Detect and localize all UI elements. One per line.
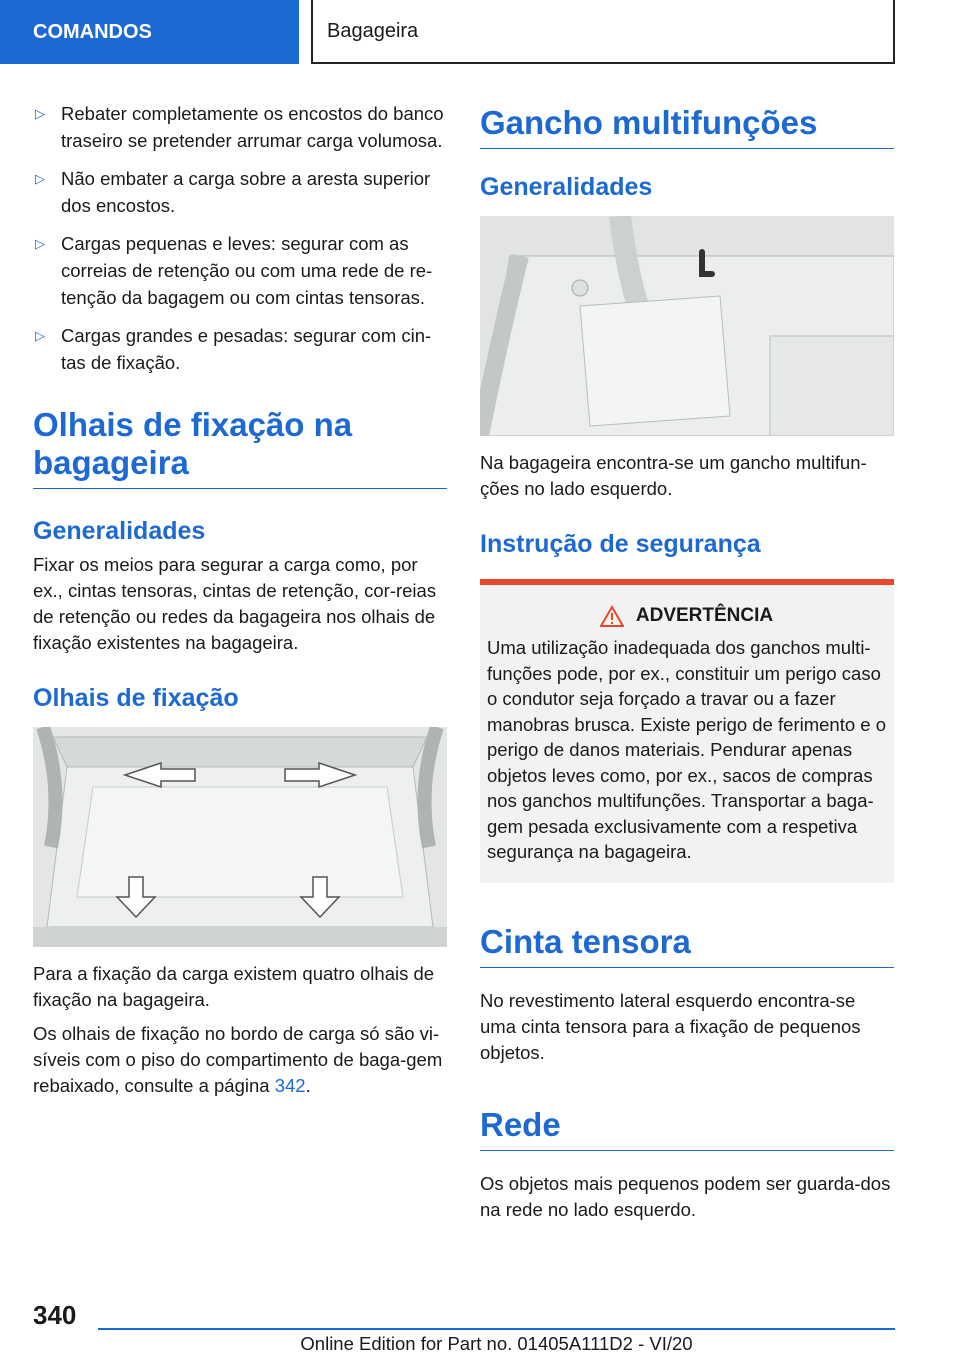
page-link-342[interactable]: 342 — [274, 1075, 306, 1096]
rede-text: Os objetos mais pequenos podem ser guarda-dos na rede no lado esquerdo. — [480, 1172, 891, 1220]
subheading-generalidades-gancho: Generalidades — [480, 173, 653, 201]
generalidades-text: Fixar os meios para segurar a carga como, por ex., cintas tensoras, cintas de retenção, cor-reias de retenção ou redes da bagageira nos olhais de fixação existentes na bagageira. — [33, 554, 437, 653]
left-column — [33, 100, 447, 1099]
heading-olhais: Olhais de fixação na bagageira — [33, 406, 447, 489]
paragraph-quatro-olhais: Para a fixação da carga existem quatro olhais de fixação na bagageira. — [33, 963, 435, 1010]
heading-gancho: Gancho multifunções — [480, 104, 894, 149]
triangle-bullet-icon: ▷ — [35, 328, 45, 343]
footer-divider — [98, 1328, 895, 1330]
triangle-bullet-icon: ▷ — [35, 236, 45, 251]
list-item: ▷ Cargas grandes e pesadas: segurar com cin-tas de fixação. — [33, 322, 447, 376]
trunk-lashing-eyes-illustration — [33, 727, 447, 947]
subheading-seguranca: Instrução de segurança — [480, 530, 761, 558]
triangle-bullet-icon: ▷ — [35, 171, 45, 186]
warning-title: ADVERTÊNCIA — [487, 605, 886, 627]
multifunction-hook-illustration — [480, 216, 894, 436]
page-number: 340 — [33, 1300, 77, 1330]
heading-cinta: Cinta tensora — [480, 923, 894, 968]
triangle-bullet-icon: ▷ — [35, 106, 45, 121]
warning-box — [480, 579, 894, 883]
trunk-illustration-svg — [33, 727, 447, 947]
cinta-text: No revestimento lateral esquerdo encontra-se uma cinta tensora para a fixação de pequenos objetos. — [480, 989, 861, 1063]
subheading-olhais-fixacao: Olhais de fixação — [33, 684, 239, 712]
warning-triangle-icon — [600, 605, 624, 627]
footer-edition: Online Edition for Part no. 01405A111D2 - VI/20 — [300, 1333, 693, 1354]
gancho-text: Na bagageira encontra-se um gancho multifun-ções no lado esquerdo. — [480, 452, 867, 499]
paragraph-bordo-carga: Os olhais de fixação no bordo de carga só são vi-síveis com o piso do compartimento de baga-gem rebaixado, consulte a página 342. — [33, 1023, 443, 1096]
warning-text: Uma utilização inadequada dos ganchos multi-funções pode, por ex., constituir um perigo caso o condutor seja forçado a travar ou a fazer manobras brusca. Existe perigo de ferimento e o perigo de danos materiais. Pendurar apenas objetos leves como, por ex., sacos de compras nos ganchos multifunções. Transportar a baga-gem pesada exclusivamente com a respetiva segurança na bagageira. — [487, 637, 886, 862]
right-column — [480, 100, 894, 1223]
list-item: ▷ Cargas pequenas e leves: segurar com as correias de retenção ou com uma rede de re-tenção da bagagem ou com cintas tensoras. — [33, 230, 447, 311]
hook-illustration-svg — [480, 216, 894, 436]
list-item: ▷ Rebater completamente os encostos do banco traseiro se pretender arrumar carga volumosa. — [33, 100, 447, 154]
chapter-tab: COMANDOS — [0, 0, 299, 64]
heading-rede: Rede — [480, 1106, 894, 1151]
section-title: Bagageira — [311, 0, 895, 64]
bullet-list — [33, 100, 447, 376]
list-item: ▷ Não embater a carga sobre a aresta superior dos encostos. — [33, 165, 447, 219]
subheading-generalidades: Generalidades — [33, 517, 206, 545]
